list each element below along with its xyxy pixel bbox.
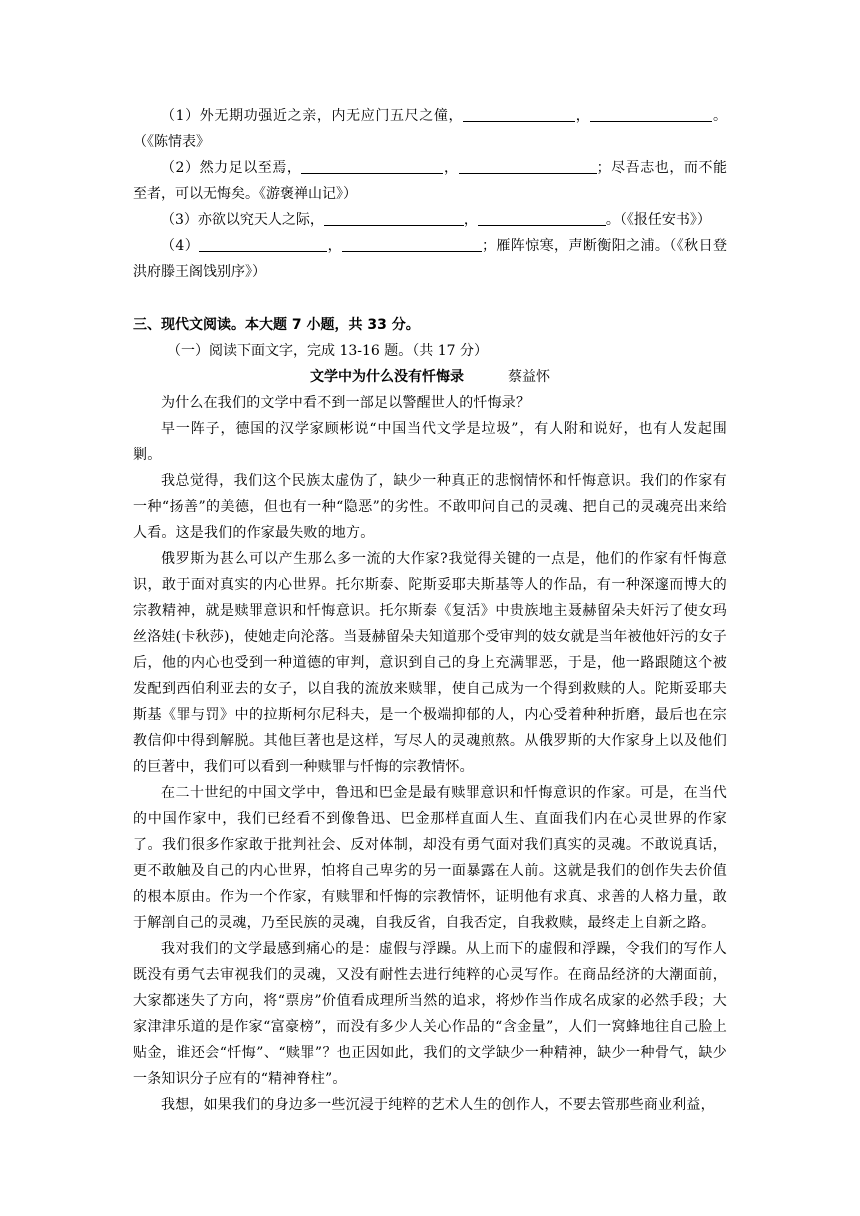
page-content [133, 103, 727, 1118]
question-3-mid: ， [463, 212, 478, 228]
question-3-suffix: 。（《报任安书》） [605, 212, 711, 228]
question-2-mid: ， [443, 160, 459, 176]
question-4 [133, 233, 727, 285]
question-3 [133, 207, 727, 233]
article-author: 蔡益怀 [508, 369, 550, 385]
section-subheading: （一）阅读下面文字，完成 13-16 题。（共 17 分） [167, 343, 488, 359]
answer-blank-1a[interactable] [463, 107, 575, 122]
question-3-prefix: （3）亦欲以究天人之际， [161, 212, 324, 228]
article-paragraph: 我对我们的文学最感到痛心的是：虚假与浮躁。从上而下的虚假和浮躁，令我们的写作人既没有勇气去审视我们的灵魂，又没有耐性去进行纯粹的心灵写作。在商品经济的大潮面前，大家都迷失了方向，将“票房”价值看成理所当然的追求，将炒作当作成名成家的必然手段；大家津津乐道的是作家“富豪榜”，而没有多少人关心作品的“含金量”，人们一窝蜂地往自己脸上贴金，谁还会“忏悔”、“赎罪”？也正因如此，我们的文学缺少一种精神，缺少一种骨气，缺少一条知识分子应有的“精神脊柱”。 [133, 941, 727, 1087]
question-1-suffix: 。（《陈情表》 [133, 108, 728, 150]
article-paragraph: 为什么在我们的文学中看不到一部足以警醒世人的忏悔录？ [161, 395, 531, 411]
article-paragraph: 我总觉得，我们这个民族太虚伪了，缺少一种真正的悲悯情怀和忏悔意识。我们的作家有一种“扬善”的美德，但也有一种“隐恶”的劣性。不敢叩问自己的灵魂、把自己的灵魂亮出来给人看。这是我们的作家最失败的地方。 [133, 473, 727, 541]
question-4-mid: ， [327, 238, 342, 254]
answer-blank-2b[interactable] [459, 159, 597, 174]
answer-blank-4b[interactable] [342, 237, 482, 252]
answer-blank-3b[interactable] [478, 211, 606, 226]
article-paragraph: 早一阵子，德国的汉学家顾彬说“中国当代文学是垃圾”，有人附和说好，也有人发起围剿。 [133, 421, 727, 463]
article-title-line [133, 364, 727, 390]
question-4-suffix: ；雁阵惊寒，声断衡阳之浦。（《秋日登洪府滕王阁饯别序》） [133, 238, 727, 280]
article-title: 文学中为什么没有忏悔录 [310, 369, 464, 385]
article-paragraph: 俄罗斯为甚么可以产生那么多一流的大作家?我觉得关键的一点是，他们的作家有忏悔意识，敢于面对真实的内心世界。托尔斯泰、陀斯妥耶夫斯基等人的作品，有一种深邃而博大的宗教精神，就是赎罪意识和忏悔意识。托尔斯泰《复活》中贵族地主聂赫留朵夫奸污了使女玛丝洛娃(卡秋莎)，使她走向沦落。当聂赫留朵夫知道那个受审判的妓女就是当年被他奸污的女子后，他的内心也受到一种道德的审判，意识到自己的身上充满罪恶，于是，他一路跟随这个被发配到西伯利亚去的女子，以自我的流放来赎罪，使自己成为一个得到救赎的人。陀斯妥耶夫斯基《罪与罚》中的拉斯柯尔尼科夫，是一个极端抑郁的人，内心受着种种折磨，最后也在宗教信仰中得到解脱。其他巨著也是这样，写尽人的灵魂煎熬。从俄罗斯的大作家身上以及他们的巨著中，我们可以看到一种赎罪与忏悔的宗教情怀。 [133, 551, 727, 775]
question-2-suffix: ；尽吾志也，而不能至者，可以无悔矣。《游褒禅山记》） [133, 160, 727, 202]
question-1 [133, 103, 727, 155]
question-2 [133, 155, 727, 207]
answer-blank-1b[interactable] [590, 107, 712, 122]
question-4-prefix: （4） [161, 238, 200, 254]
question-2-prefix: （2）然力足以至焉， [161, 160, 302, 176]
answer-blank-2a[interactable] [301, 159, 443, 174]
answer-blank-4a[interactable] [199, 237, 327, 252]
section-heading: 三、现代文阅读。本大题 7 小题，共 33 分。 [133, 317, 420, 333]
question-1-mid: ， [575, 108, 591, 124]
answer-blank-3a[interactable] [324, 211, 464, 226]
question-1-prefix: （1）外无期功强近之亲，内无应门五尺之僮， [161, 108, 464, 124]
article-paragraph: 我想，如果我们的身边多一些沉浸于纯粹的艺术人生的创作人，不要去管那些商业利益， [161, 1097, 715, 1113]
article-paragraph: 在二十世纪的中国文学中，鲁迅和巴金是最有赎罪意识和忏悔意识的作家。可是，在当代的中国作家中，我们已经看不到像鲁迅、巴金那样直面人生、直面我们内在心灵世界的作家了。我们很多作家敢于批判社会、反对体制，却没有勇气面对我们真实的灵魂。不敢说真话，更不敢触及自己的内心世界，怕将自己卑劣的另一面暴露在人前。这就是我们的创作失去价值的根本原由。作为一个作家，有赎罪和忏悔的宗教情怀，证明他有求真、求善的人格力量，敢于解剖自己的灵魂，乃至民族的灵魂，自我反省，自我否定，自我救赎，最终走上自新之路。 [133, 785, 727, 931]
article-body [133, 390, 727, 1118]
